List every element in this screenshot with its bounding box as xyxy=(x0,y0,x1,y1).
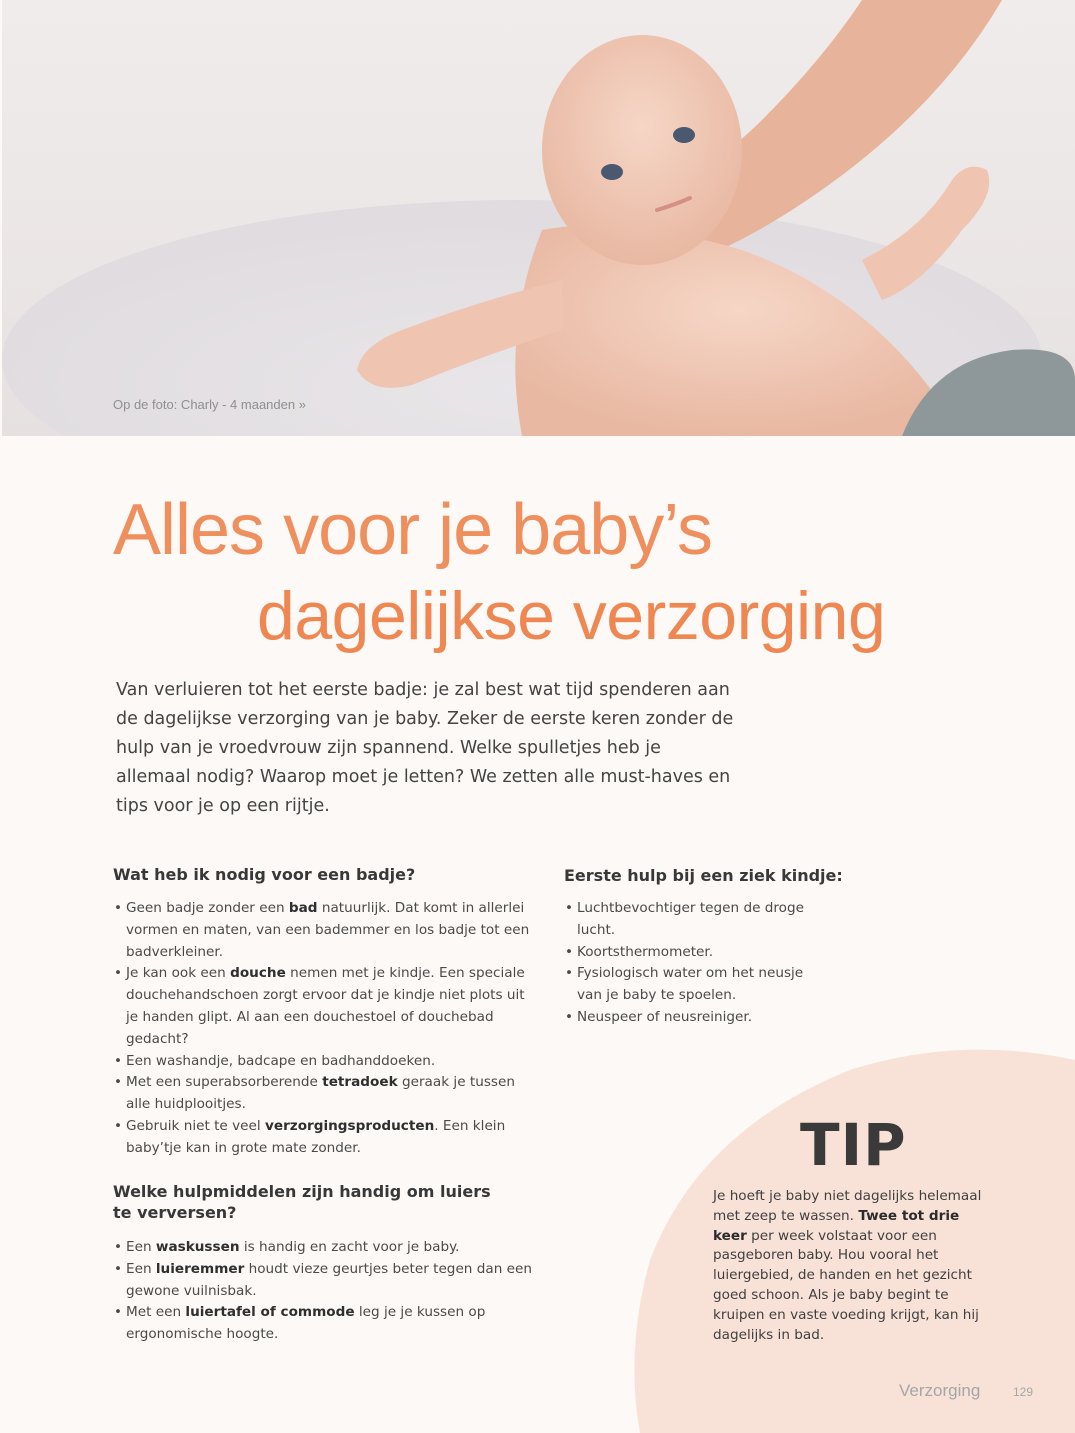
bath-list xyxy=(114,898,534,1160)
list-item: • Geen badje zonder een bad natuurlijk. Dat komt in allerlei vormen en maten, van een bademmer en los badje tot een badverkleiner. xyxy=(114,898,534,963)
footer-section-label: Verzorging xyxy=(899,1381,981,1400)
list-item: • Met een luiertafel of commode leg je je kussen op ergonomische hoogte. xyxy=(114,1302,539,1346)
diaper-list xyxy=(114,1237,539,1346)
list-item: • Fysiologisch water om het neusje van je baby te spoelen. xyxy=(565,963,815,1007)
list-item: • Met een superabsorberende tetradoek geraak je tussen alle huidplooitjes. xyxy=(114,1072,534,1116)
page-title-line-1: Alles voor je baby’s xyxy=(113,490,712,570)
list-item: • Koortsthermometer. xyxy=(565,942,815,964)
page-title-line-2: dagelijkse verzorging xyxy=(257,578,886,654)
list-item: • Neuspeer of neusreiniger. xyxy=(565,1007,815,1029)
list-item: • Gebruik niet te veel verzorgingsproducten. Een klein baby’tje kan in grote mate zonder. xyxy=(114,1116,534,1160)
photo-caption: Op de foto: Charly - 4 maanden » xyxy=(113,397,306,412)
intro-paragraph: Van verluieren tot het eerste badje: je zal best wat tijd spenderen aan de dagelijkse verzorging van je baby. Zeker de eerste keren zonder de hulp van je vroedvrouw zijn spannend. Welke spulletjes heb je allemaal nodig? Waarop moet je letten? We zetten alle must-haves en tips voor je op een rijtje. xyxy=(116,680,734,816)
bath-heading: Wat heb ik nodig voor een badje? xyxy=(113,865,416,884)
firstaid-heading: Eerste hulp bij een ziek kindje: xyxy=(564,866,843,885)
firstaid-list xyxy=(565,898,815,1029)
diaper-heading: Welke hulpmiddelen zijn handig om luiers te verversen? xyxy=(113,1182,491,1222)
tip-text: Je hoeft je baby niet dagelijks helemaal met zeep te wassen. Twee tot drie keer per week volstaat voor een pasgeboren baby. Hou vooral het luiergebied, de handen en het gezicht goed schoon. Als je baby begint te kruipen en vaste voeding krijgt, kan hij dagelijks in bad. xyxy=(713,1188,982,1343)
tip-title: TIP xyxy=(800,1111,907,1179)
list-item: • Een washandje, badcape en badhanddoeken. xyxy=(114,1051,534,1073)
list-item: • Je kan ook een douche nemen met je kindje. Een speciale douchehandschoen zorgt ervoor dat je kindje niet plots uit je handen glipt. Al aan een douchestoel of douchebad gedacht? xyxy=(114,963,534,1050)
page-number: 129 xyxy=(1013,1385,1034,1399)
list-item: • Luchtbevochtiger tegen de droge lucht. xyxy=(565,898,815,942)
list-item: • Een luieremmer houdt vieze geurtjes beter tegen dan een gewone vuilnisbak. xyxy=(114,1259,539,1303)
list-item: • Een waskussen is handig en zacht voor je baby. xyxy=(114,1237,539,1259)
